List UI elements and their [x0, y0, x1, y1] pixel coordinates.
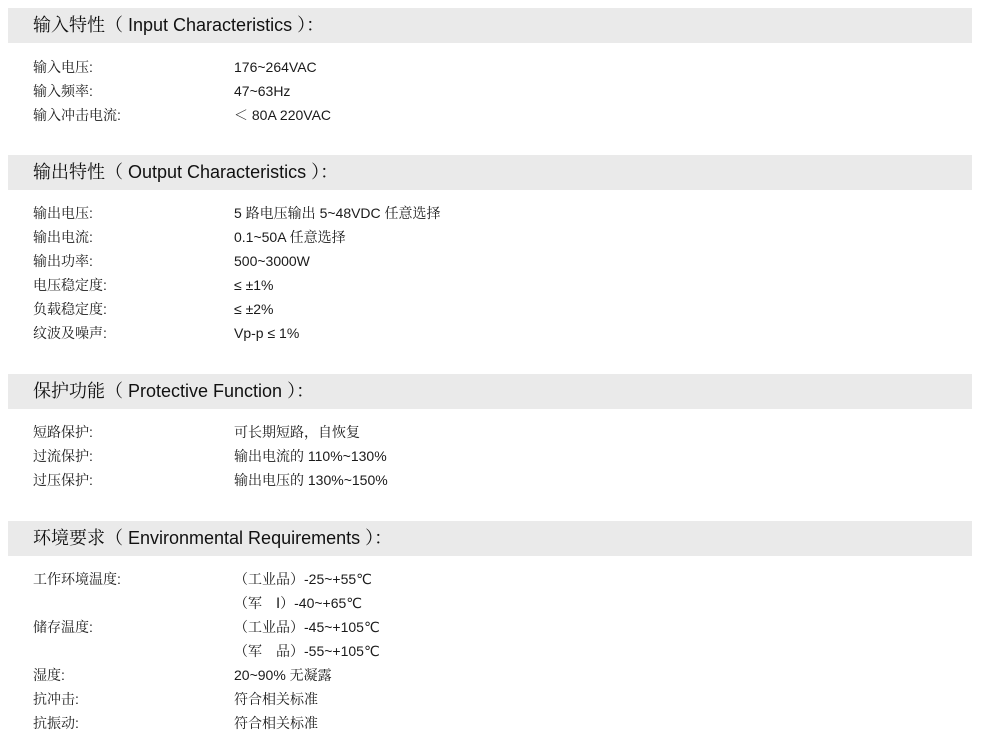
spec-label: 输入电压:: [33, 59, 93, 75]
spec-value: Vp-p ≤ 1%: [234, 325, 300, 341]
spec-row: [33, 79, 963, 103]
spec-label: 负载稳定度:: [33, 301, 107, 317]
spec-value: 符合相关标准: [234, 715, 318, 731]
protection-spec-list: [33, 420, 963, 492]
section-header-environment: 环境要求（ Environmental Requirements ）：: [8, 521, 972, 556]
spec-value: 20~90% 无凝露: [234, 667, 332, 683]
section-header-input: 输入特性（ Input Characteristics ）：: [8, 8, 972, 43]
spec-value: 0.1~50A 任意选择: [234, 229, 346, 245]
spec-label: 输入频率:: [33, 83, 93, 99]
spec-row: [33, 273, 963, 297]
spec-label: 储存温度:: [33, 619, 93, 635]
spec-row: [33, 567, 963, 591]
spec-value: 符合相关标准: [234, 691, 318, 707]
spec-label: 短路保护:: [33, 424, 93, 440]
spec-row: [33, 468, 963, 492]
spec-row: [33, 420, 963, 444]
spec-row: [33, 225, 963, 249]
spec-value: ＜ 80A 220VAC: [234, 107, 332, 123]
spec-value: 输出电压的 130%~150%: [234, 472, 388, 488]
spec-label: 电压稳定度:: [33, 277, 107, 293]
spec-value: （军 品）-55~+105℃: [234, 643, 380, 659]
spec-row: [33, 591, 963, 615]
spec-row: [33, 687, 963, 711]
spec-row: [33, 297, 963, 321]
spec-row: [33, 663, 963, 687]
spec-label: 过压保护:: [33, 472, 93, 488]
spec-label: 纹波及噪声:: [33, 325, 107, 341]
spec-row: [33, 615, 963, 639]
environment-spec-list: [33, 567, 963, 735]
spec-value: 47~63Hz: [234, 83, 291, 99]
input-spec-list: [33, 55, 963, 127]
spec-value: ≤ ±2%: [234, 301, 274, 317]
spec-row: [33, 249, 963, 273]
spec-label: 抗冲击:: [33, 691, 79, 707]
spec-row: [33, 103, 963, 127]
spec-value: 5 路电压输出 5~48VDC 任意选择: [234, 205, 441, 221]
spec-row: [33, 711, 963, 735]
output-spec-list: [33, 201, 963, 345]
spec-label: 输入冲击电流:: [33, 107, 121, 123]
spec-label: 过流保护:: [33, 448, 93, 464]
spec-label: 工作环境温度:: [33, 571, 121, 587]
spec-label: 湿度:: [33, 667, 65, 683]
spec-label: 输出电压:: [33, 205, 93, 221]
spec-value: 可长期短路，自恢复: [234, 424, 360, 440]
spec-value: ≤ ±1%: [234, 277, 274, 293]
section-header-protection: 保护功能（ Protective Function ）：: [8, 374, 972, 409]
spec-value: 500~3000W: [234, 253, 310, 269]
spec-value: 176~264VAC: [234, 59, 317, 75]
spec-label: 输出电流:: [33, 229, 93, 245]
spec-value: （军 Ⅰ）-40~+65℃: [234, 595, 363, 611]
spec-label: 输出功率:: [33, 253, 93, 269]
spec-value: 输出电流的 110%~130%: [234, 448, 387, 464]
spec-value: （工业品）-45~+105℃: [234, 619, 380, 635]
spec-row: [33, 201, 963, 225]
section-header-output: 输出特性（ Output Characteristics ）：: [8, 155, 972, 190]
spec-row: [33, 55, 963, 79]
spec-value: （工业品）-25~+55℃: [234, 571, 372, 587]
spec-row: [33, 321, 963, 345]
spec-row: [33, 444, 963, 468]
spec-label: 抗振动:: [33, 715, 79, 731]
spec-row: [33, 639, 963, 663]
